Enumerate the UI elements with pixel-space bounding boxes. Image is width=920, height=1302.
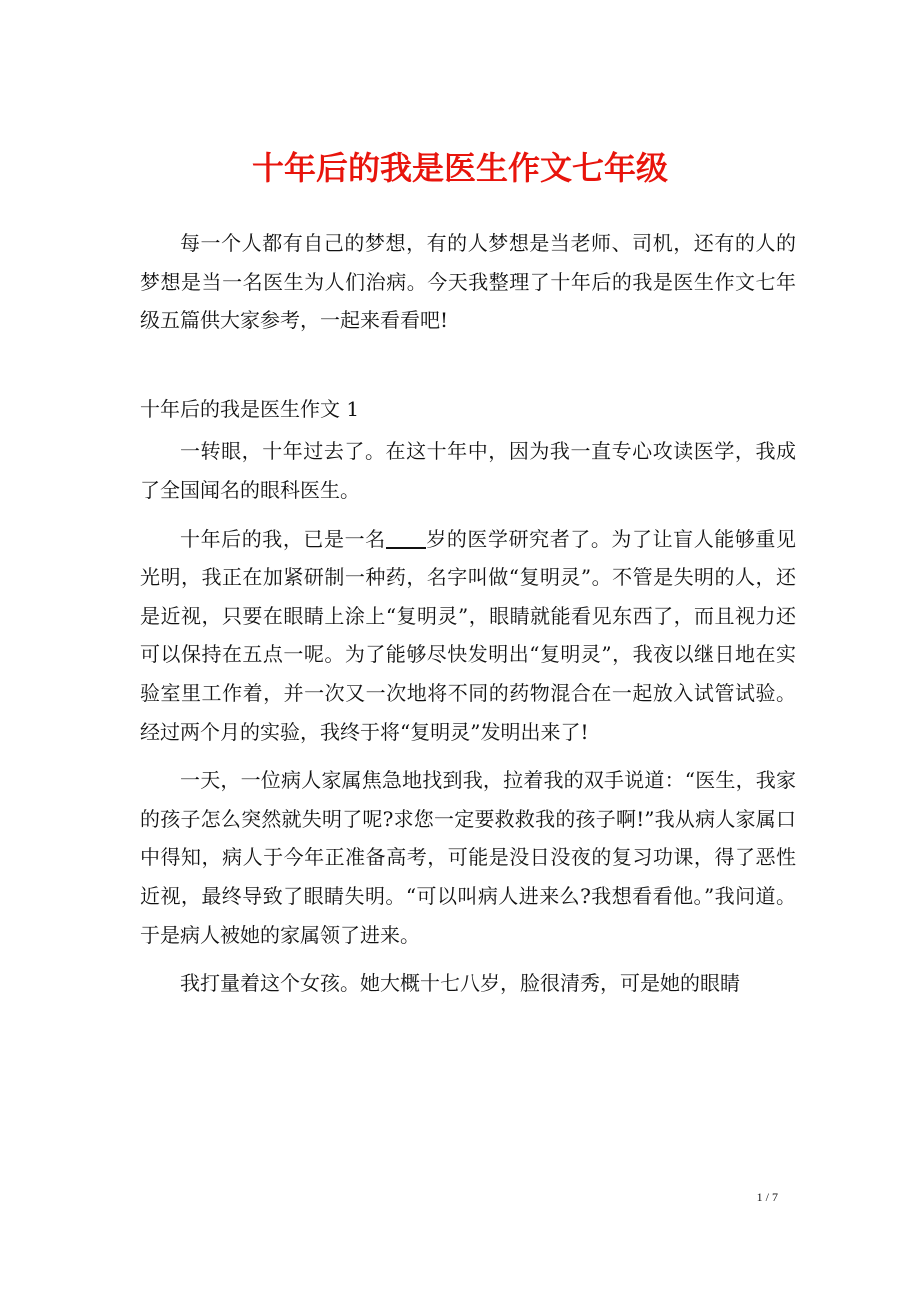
document-body	[140, 224, 796, 1003]
page-number: 1 / 7	[756, 1190, 778, 1204]
paragraph-2-text-before-blank: 十年后的我，已是一名	[180, 526, 386, 551]
section-heading: 十年后的我是医生作文 1	[140, 396, 360, 421]
document-title: 十年后的我是医生作文七年级	[251, 149, 668, 187]
paragraph-2-text-after-blank: 岁的医学研究者了。为了让盲人能够重见光明，我正在加紧研制一种药，名字叫做“复明灵”。不管是失明的人，还是近视，只要在眼睛上涂上“复明灵”，眼睛就能看见东西了，而且视力还可以保持在五点一呢。为了能够尽快发明出“复明灵”，我夜以继日地在实验室里工作着，并一次又一次地将不同的药物混合在一起放入试管试验。经过两个月的实验，我终于将“复明灵”发明出来了!	[140, 526, 797, 744]
fill-in-blank-line	[386, 527, 426, 549]
body-paragraph-4: 我打量着这个女孩。她大概十七八岁，脸很清秀，可是她的眼睛	[180, 971, 740, 996]
body-paragraph-3: 一天，一位病人家属焦急地找到我，拉着我的双手说道：“医生，我家的孩子怎么突然就失明了呢?求您一定要救救我的孩子啊!”我从病人家属口中得知，病人于今年正准备高考，可能是没日没夜的复习功课，得了恶性近视，最终导致了眼睛失明。“可以叫病人进来么?我想看看他。”我问道。于是病人被她的家属领了进来。	[140, 768, 796, 947]
intro-paragraph: 每一个人都有自己的梦想，有的人梦想是当老师、司机，还有的人的梦想是当一名医生为人们治病。今天我整理了十年后的我是医生作文七年级五篇供大家参考，一起来看看吧!	[140, 231, 796, 333]
body-paragraph-1: 一转眼，十年过去了。在这十年中，因为我一直专心攻读医学，我成了全国闻名的眼科医生。	[140, 439, 796, 502]
body-paragraph-2	[140, 520, 796, 752]
